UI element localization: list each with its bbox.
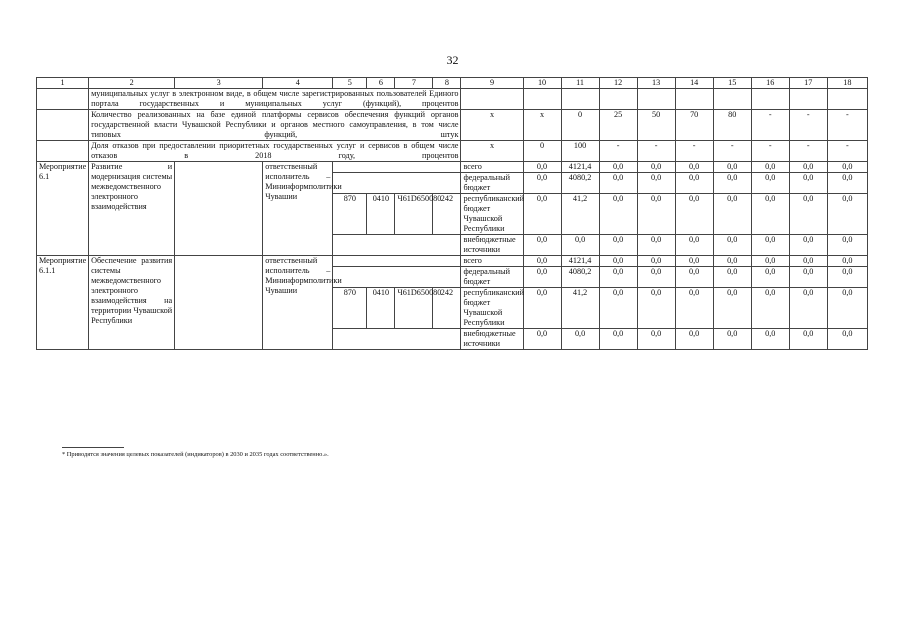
funding-value: 0,0	[523, 235, 561, 256]
funding-value: 0,0	[523, 194, 561, 235]
funding-value: 0,0	[637, 173, 675, 194]
program-table	[36, 77, 868, 350]
funding-source: внебюджетные источники	[461, 329, 523, 350]
funding-value: 0,0	[599, 235, 637, 256]
funding-value: 0,0	[637, 267, 675, 288]
measure-name: Обеспечение развития системы межведомственного электронного взаимодействия на территории Чувашской Республики	[89, 256, 175, 350]
funding-value: 0,0	[789, 256, 827, 267]
funding-value: 0,0	[599, 173, 637, 194]
indicator-value: 70	[675, 110, 713, 141]
funding-value: 0,0	[713, 329, 751, 350]
column-number-cell: 7	[395, 78, 433, 89]
funding-value: 0,0	[675, 194, 713, 235]
empty-cell	[333, 173, 461, 194]
funding-value: 0,0	[599, 288, 637, 329]
funding-value: 0,0	[713, 162, 751, 173]
column-number-cell: 6	[367, 78, 395, 89]
funding-value: 0,0	[827, 267, 867, 288]
funding-value: 0,0	[637, 235, 675, 256]
empty-cell	[37, 89, 89, 110]
funding-source: федеральный бюджет	[461, 267, 523, 288]
empty-cell	[333, 235, 461, 256]
empty-cell	[333, 162, 461, 173]
page-number: 32	[446, 53, 459, 67]
funding-value: 0,0	[751, 194, 789, 235]
funding-value: 0,0	[827, 329, 867, 350]
indicator-text: Количество реализованных на базе единой платформы сервисов обеспечения функций органов государственной власти Чувашской Республики и органов местного самоуправления, в том числе типовых функций, штук	[89, 110, 461, 141]
indicator-value: x	[523, 110, 561, 141]
funding-value: 0,0	[523, 162, 561, 173]
funding-value: 0,0	[789, 194, 827, 235]
indicator-value	[675, 89, 713, 110]
indicator-value: 25	[599, 110, 637, 141]
funding-value: 0,0	[523, 256, 561, 267]
funding-value: 0,0	[637, 288, 675, 329]
indicator-value	[637, 89, 675, 110]
column-number-cell: 9	[461, 78, 523, 89]
column-number-cell: 5	[333, 78, 367, 89]
indicator-value	[599, 89, 637, 110]
column-number-cell: 8	[433, 78, 461, 89]
funding-value: 0,0	[713, 235, 751, 256]
funding-source: всего	[461, 256, 523, 267]
indicator-value: 80	[713, 110, 751, 141]
funding-value: 0,0	[713, 173, 751, 194]
column-number-cell: 12	[599, 78, 637, 89]
funding-value: 0,0	[523, 267, 561, 288]
empty-cell	[333, 329, 461, 350]
funding-value: 0,0	[561, 329, 599, 350]
funding-value: 0,0	[637, 256, 675, 267]
funding-value: 0,0	[827, 235, 867, 256]
funding-value: 0,0	[523, 329, 561, 350]
empty-cell	[333, 267, 461, 288]
column-number-cell: 18	[827, 78, 867, 89]
funding-value: 0,0	[675, 162, 713, 173]
indicator-row	[37, 110, 868, 141]
funding-value: 41,2	[561, 288, 599, 329]
empty-cell	[37, 141, 89, 162]
vr-code: 242	[433, 194, 461, 235]
funding-value: 0,0	[827, 173, 867, 194]
column-number-cell: 2	[89, 78, 175, 89]
empty-cell	[175, 162, 263, 256]
indicator-value: 0	[523, 141, 561, 162]
funding-value: 0,0	[675, 267, 713, 288]
measure-executor: ответственный исполнитель – Мининформполитики Чувашии	[263, 256, 333, 350]
funding-value: 0,0	[713, 194, 751, 235]
grbs-code: 870	[333, 288, 367, 329]
funding-value: 0,0	[675, 288, 713, 329]
column-number-cell: 10	[523, 78, 561, 89]
funding-value: 0,0	[599, 194, 637, 235]
indicator-value: -	[751, 141, 789, 162]
funding-value: 0,0	[713, 267, 751, 288]
indicator-value: -	[675, 141, 713, 162]
csr-code: Ч61D650080	[395, 194, 433, 235]
csr-code: Ч61D650080	[395, 288, 433, 329]
funding-value: 4121,4	[561, 256, 599, 267]
funding-value: 0,0	[789, 267, 827, 288]
measure-id: Мероприятие 6.1.1	[37, 256, 89, 350]
indicator-value	[751, 89, 789, 110]
indicator-value: 50	[637, 110, 675, 141]
funding-value: 0,0	[751, 329, 789, 350]
column-number-cell: 16	[751, 78, 789, 89]
column-number-cell: 15	[713, 78, 751, 89]
funding-value: 0,0	[827, 194, 867, 235]
funding-value: 0,0	[675, 329, 713, 350]
indicator-value: 0	[561, 110, 599, 141]
funding-source: республиканский бюджет Чувашской Республики	[461, 288, 523, 329]
empty-cell	[333, 256, 461, 267]
column-number-cell: 14	[675, 78, 713, 89]
indicator-value: -	[789, 141, 827, 162]
funding-value: 0,0	[675, 256, 713, 267]
funding-value: 0,0	[751, 162, 789, 173]
funding-value: 0,0	[675, 173, 713, 194]
funding-value: 0,0	[523, 288, 561, 329]
indicator-value: -	[789, 110, 827, 141]
funding-source: всего	[461, 162, 523, 173]
empty-cell	[37, 110, 89, 141]
column-number-cell: 11	[561, 78, 599, 89]
funding-value: 0,0	[599, 162, 637, 173]
funding-value: 4121,4	[561, 162, 599, 173]
measure-name: Развитие и модернизация системы межведомственного электронного взаимодействия	[89, 162, 175, 256]
funding-value: 0,0	[789, 162, 827, 173]
indicator-value: -	[713, 141, 751, 162]
column-number-cell: 17	[789, 78, 827, 89]
indicator-value: -	[827, 110, 867, 141]
footnote: * Приводятся значения целевых показателей (индикаторов) в 2030 и 2035 годах соответственно.».	[62, 451, 329, 458]
funding-value: 41,2	[561, 194, 599, 235]
indicator-value: -	[637, 141, 675, 162]
indicator-value: -	[751, 110, 789, 141]
indicator-value: -	[599, 141, 637, 162]
column-number-cell: 1	[37, 78, 89, 89]
indicator-value	[561, 89, 599, 110]
indicator-unit	[461, 89, 523, 110]
measure-id: Мероприятие 6.1	[37, 162, 89, 256]
grbs-code: 870	[333, 194, 367, 235]
indicator-value: 100	[561, 141, 599, 162]
funding-row	[37, 162, 868, 173]
funding-value: 0,0	[675, 235, 713, 256]
funding-source: республиканский бюджет Чувашской Республики	[461, 194, 523, 235]
indicator-unit: x	[461, 141, 523, 162]
funding-value: 0,0	[751, 256, 789, 267]
funding-value: 0,0	[637, 194, 675, 235]
indicator-text: Доля отказов при предоставлении приоритетных государственных услуг и сервисов в общем числе отказов в 2018 году, процентов	[89, 141, 461, 162]
funding-source: внебюджетные источники	[461, 235, 523, 256]
funding-value: 0,0	[713, 288, 751, 329]
funding-value: 0,0	[751, 288, 789, 329]
measure-executor: ответственный исполнитель – Мининформполитики Чувашии	[263, 162, 333, 256]
funding-value: 0,0	[751, 173, 789, 194]
funding-value: 0,0	[561, 235, 599, 256]
column-number-row	[37, 78, 868, 89]
indicator-value	[789, 89, 827, 110]
funding-value: 0,0	[751, 235, 789, 256]
indicator-unit: x	[461, 110, 523, 141]
indicator-value	[523, 89, 561, 110]
funding-value: 0,0	[599, 256, 637, 267]
funding-value: 0,0	[637, 329, 675, 350]
funding-value: 0,0	[789, 235, 827, 256]
empty-cell	[175, 256, 263, 350]
indicator-value: -	[827, 141, 867, 162]
funding-row	[37, 256, 868, 267]
funding-value: 0,0	[751, 267, 789, 288]
indicator-value	[713, 89, 751, 110]
column-number-cell: 4	[263, 78, 333, 89]
funding-value: 0,0	[637, 162, 675, 173]
funding-value: 4080,2	[561, 173, 599, 194]
column-number-cell: 13	[637, 78, 675, 89]
column-number-cell: 3	[175, 78, 263, 89]
funding-value: 0,0	[789, 173, 827, 194]
funding-value: 0,0	[599, 329, 637, 350]
funding-value: 0,0	[789, 288, 827, 329]
indicator-value	[827, 89, 867, 110]
funding-value: 4080,2	[561, 267, 599, 288]
funding-value: 0,0	[713, 256, 751, 267]
indicator-text: муниципальных услуг в электронном виде, в общем числе зарегистрированных пользователей Единого портала государственных и муниципальных услуг (функций), процентов	[89, 89, 461, 110]
funding-value: 0,0	[827, 256, 867, 267]
funding-value: 0,0	[599, 267, 637, 288]
vr-code: 242	[433, 288, 461, 329]
funding-value: 0,0	[827, 162, 867, 173]
rzpr-code: 0410	[367, 288, 395, 329]
funding-source: федеральный бюджет	[461, 173, 523, 194]
rzpr-code: 0410	[367, 194, 395, 235]
funding-value: 0,0	[523, 173, 561, 194]
indicator-row	[37, 141, 868, 162]
indicator-row	[37, 89, 868, 110]
funding-value: 0,0	[789, 329, 827, 350]
funding-value: 0,0	[827, 288, 867, 329]
footnote-rule	[62, 447, 124, 448]
